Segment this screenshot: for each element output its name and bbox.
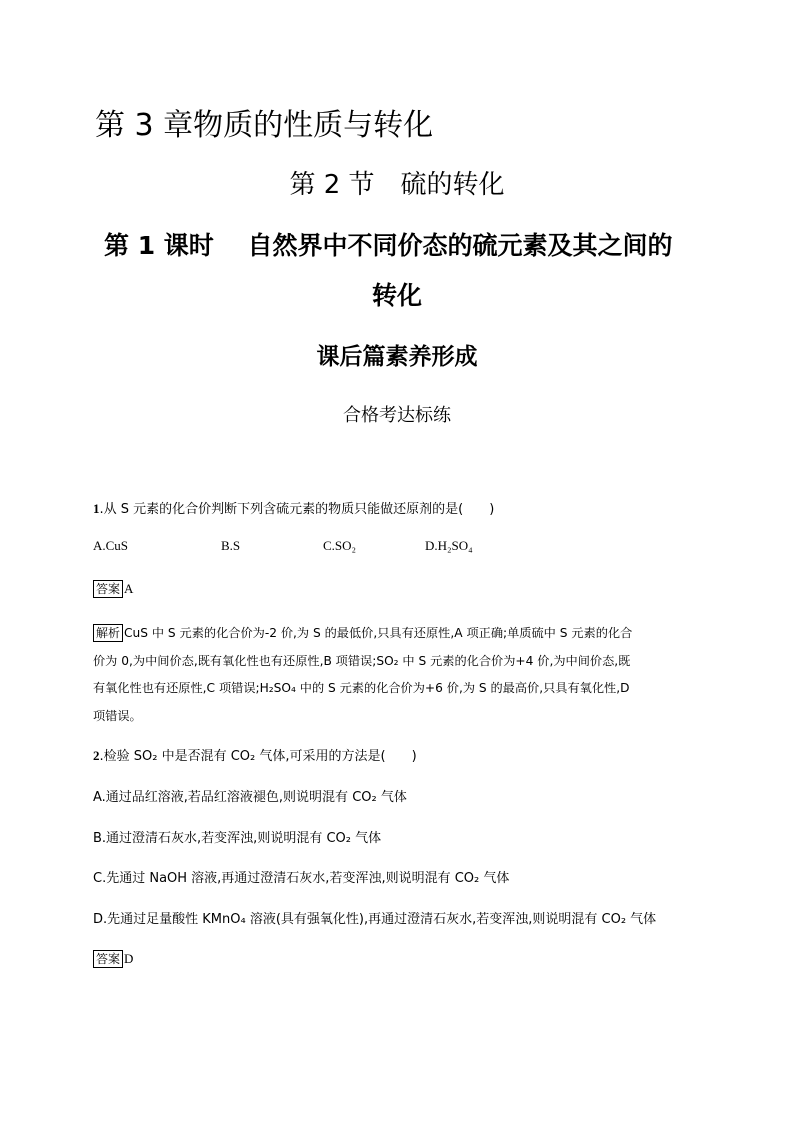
explanation-line: 项错误。: [93, 709, 142, 724]
question-2: [93, 745, 417, 764]
explanation-line: 价为 0,为中间价态,既有氧化性也有还原性,B 项错误;SO₂ 中 S 元素的化合价为+4 价,为中间价态,既: [93, 653, 631, 668]
answer-tag: 答案: [93, 950, 123, 968]
answer-row-1: [93, 578, 133, 598]
sub-title: 合格考达标练: [343, 405, 451, 426]
explanation-tag: 解析: [93, 624, 123, 642]
answer-row-2: [93, 948, 133, 968]
question-text: .检验 SO₂ 中是否混有 CO₂ 气体,可采用的方法是( ): [99, 749, 417, 764]
answer-tag: 答案: [93, 580, 123, 598]
question-number: 1: [93, 501, 100, 516]
option-d: D.先通过足量酸性 KMnO₄ 溶液(具有强氧化性),再通过澄清石灰水,若变浑浊,则说明混有 CO₂ 气体: [93, 912, 657, 927]
question-text: .从 S 元素的化合价判断下列含硫元素的物质只能做还原剂的是( ): [99, 502, 495, 517]
answer-value: A: [124, 581, 134, 596]
explanation-1: [93, 620, 693, 731]
section-title: 第 2 节 硫的转化: [289, 170, 505, 200]
option-a: A.通过品红溶液,若品红溶液褪色,则说明混有 CO₂ 气体: [93, 790, 407, 805]
question-number: 2: [93, 748, 100, 763]
answer-value: D: [124, 951, 134, 966]
question-1: [93, 498, 494, 517]
option-b: B.通过澄清石灰水,若变浑浊,则说明混有 CO₂ 气体: [93, 831, 382, 846]
lesson-title-line1: 第 1 课时 自然界中不同价态的硫元素及其之间的: [104, 231, 673, 260]
explanation-line: 有氧化性也有还原性,C 项错误;H₂SO₄ 中的 S 元素的化合价为+6 价,为 S 的最高价,只具有氧化性,D: [93, 681, 630, 696]
lesson-title-line2: 转化: [371, 281, 422, 310]
explanation-line: CuS 中 S 元素的化合价为-2 价,为 S 的最低价,只具有还原性,A 项正确;单质硫中 S 元素的化合: [124, 626, 633, 640]
option-c: C.先通过 NaOH 溶液,再通过澄清石灰水,若变浑浊,则说明混有 CO₂ 气体: [93, 871, 510, 886]
option-a: A.CuS: [93, 538, 129, 553]
part-title: 课后篇素养形成: [316, 344, 478, 370]
option-d: D.H₂SO₄: [425, 538, 473, 553]
option-c: C.SO₂: [323, 538, 357, 553]
option-b: B.S: [221, 538, 241, 553]
chapter-title: 第 3 章物质的性质与转化: [95, 108, 434, 143]
